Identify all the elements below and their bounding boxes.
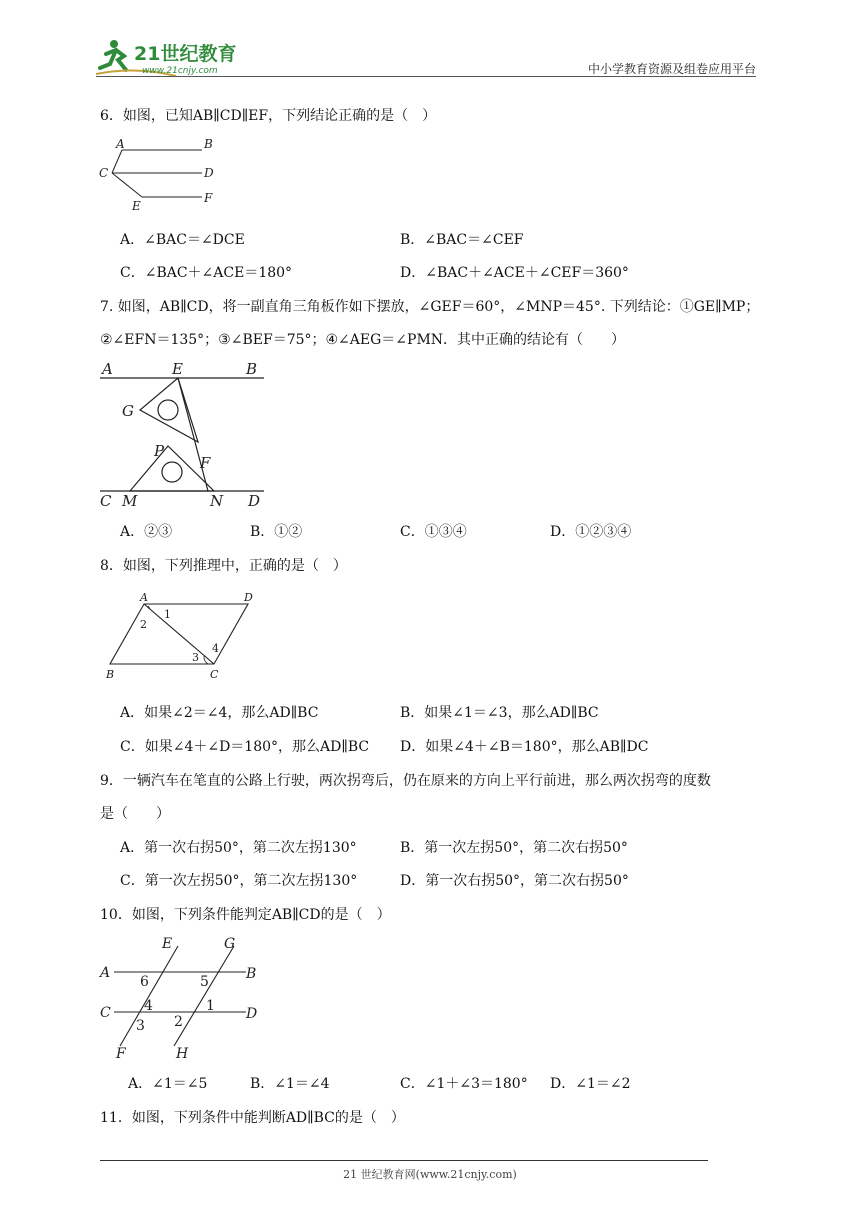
question-10-figure [96, 934, 276, 1066]
label-E: E [132, 199, 141, 213]
label-G: G [224, 936, 236, 952]
angle-6: 6 [140, 974, 149, 990]
question-10-stem: 10．如图，下列条件能判定AB∥CD的是（ ） [100, 907, 391, 923]
question-9-stem-line1: 9．一辆汽车在笔直的公路上行驶，两次拐弯后，仍在原来的方向上平行前进，那么两次拐弯的度数 [100, 773, 711, 789]
header-platform-text: 中小学教育资源及组卷应用平台 [587, 62, 756, 76]
angle-4: 4 [144, 998, 153, 1014]
question-8-option-b[interactable]: B．如果∠1＝∠3，那么AD∥BC [400, 705, 599, 721]
question-8-stem: 8．如图，下列推理中，正确的是（ ） [100, 558, 347, 574]
angle-3: 3 [136, 1018, 145, 1034]
header-divider [96, 76, 756, 77]
question-10-option-d[interactable]: D．∠1＝∠2 [550, 1076, 631, 1092]
label-D: D [246, 1006, 258, 1022]
label-C: C [100, 1005, 111, 1021]
question-6-figure [96, 134, 226, 220]
label-P: P [154, 442, 165, 460]
label-M: M [122, 492, 138, 508]
question-7-option-c[interactable]: C．①③④ [400, 524, 467, 540]
angle-1: 1 [206, 998, 215, 1014]
label-D: D [244, 591, 253, 604]
question-9-stem-line2: 是（ ） [100, 806, 170, 822]
label-A: A [100, 965, 111, 981]
angle-1: 1 [164, 608, 171, 621]
question-10-option-b[interactable]: B．∠1＝∠4 [250, 1076, 330, 1092]
question-6-option-a[interactable]: A．∠BAC＝∠DCE [120, 232, 245, 248]
label-B: B [246, 360, 258, 378]
label-H: H [176, 1046, 189, 1062]
question-6-stem: 6．如图，已知AB∥CD∥EF，下列结论正确的是（ ） [100, 108, 437, 124]
question-7-figure [96, 358, 276, 512]
label-C: C [210, 668, 219, 681]
angle-4: 4 [212, 642, 219, 655]
question-9-option-c[interactable]: C．第一次左拐50°，第二次左拐130° [120, 873, 358, 889]
label-A: A [116, 137, 125, 151]
question-10-option-a[interactable]: A．∠1＝∠5 [128, 1076, 208, 1092]
label-N: N [210, 492, 224, 508]
label-E: E [172, 360, 183, 378]
question-7-option-d[interactable]: D．①②③④ [550, 524, 632, 540]
question-8-option-a[interactable]: A．如果∠2＝∠4，那么AD∥BC [120, 705, 319, 721]
footer-divider [100, 1160, 708, 1161]
angle-3: 3 [192, 651, 199, 664]
label-B: B [246, 966, 257, 982]
logo-text: 21世纪教育 [134, 43, 237, 65]
question-6-option-c[interactable]: C．∠BAC＋∠ACE＝180° [120, 265, 293, 281]
question-7-option-b[interactable]: B．①② [250, 524, 303, 540]
angle-2: 2 [140, 618, 147, 631]
question-11-stem: 11．如图，下列条件中能判断AD∥BC的是（ ） [100, 1110, 405, 1126]
site-logo [96, 36, 256, 80]
label-A: A [102, 360, 113, 378]
label-B: B [106, 668, 115, 681]
question-10-option-c[interactable]: C．∠1＋∠3＝180° [400, 1076, 528, 1092]
angle-2: 2 [174, 1014, 183, 1030]
label-F: F [116, 1046, 126, 1062]
question-6-option-d[interactable]: D．∠BAC＋∠ACE＋∠CEF＝360° [400, 265, 629, 281]
question-9-option-d[interactable]: D．第一次右拐50°，第二次右拐50° [400, 873, 629, 889]
question-7-option-a[interactable]: A．②③ [120, 524, 173, 540]
question-9-option-b[interactable]: B．第一次左拐50°，第二次右拐50° [400, 840, 628, 856]
logo-url: www.21cnjy.com [142, 66, 218, 76]
label-C: C [99, 166, 109, 180]
question-9-option-a[interactable]: A．第一次右拐50°，第二次左拐130° [120, 840, 357, 856]
question-8-option-c[interactable]: C．如果∠4＋∠D＝180°，那么AD∥BC [120, 739, 370, 755]
question-8-option-d[interactable]: D．如果∠4＋∠B＝180°，那么AB∥DC [400, 739, 649, 755]
question-8-figure [100, 584, 270, 688]
label-A: A [140, 591, 148, 604]
label-D: D [204, 166, 214, 180]
question-6-option-b[interactable]: B．∠BAC＝∠CEF [400, 232, 524, 248]
footer-text: 21 世纪教育网(www.21cnjy.com) [343, 1168, 517, 1181]
label-F: F [200, 454, 211, 472]
label-B: B [204, 137, 213, 151]
label-F: F [204, 191, 213, 205]
label-D: D [248, 492, 261, 508]
label-E: E [162, 936, 173, 952]
label-C: C [100, 492, 112, 508]
label-G: G [122, 402, 134, 420]
question-7-stem-line2: ②∠EFN＝135°；③∠BEF＝75°；④∠AEG＝∠PMN．其中正确的结论有（ ） [100, 332, 626, 348]
question-7-stem-line1: 7. 如图，AB∥CD，将一副直角三角板作如下摆放，∠GEF＝60°，∠MNP＝45°. 下列结论：①GE∥MP； [100, 299, 760, 315]
angle-5: 5 [200, 974, 209, 990]
